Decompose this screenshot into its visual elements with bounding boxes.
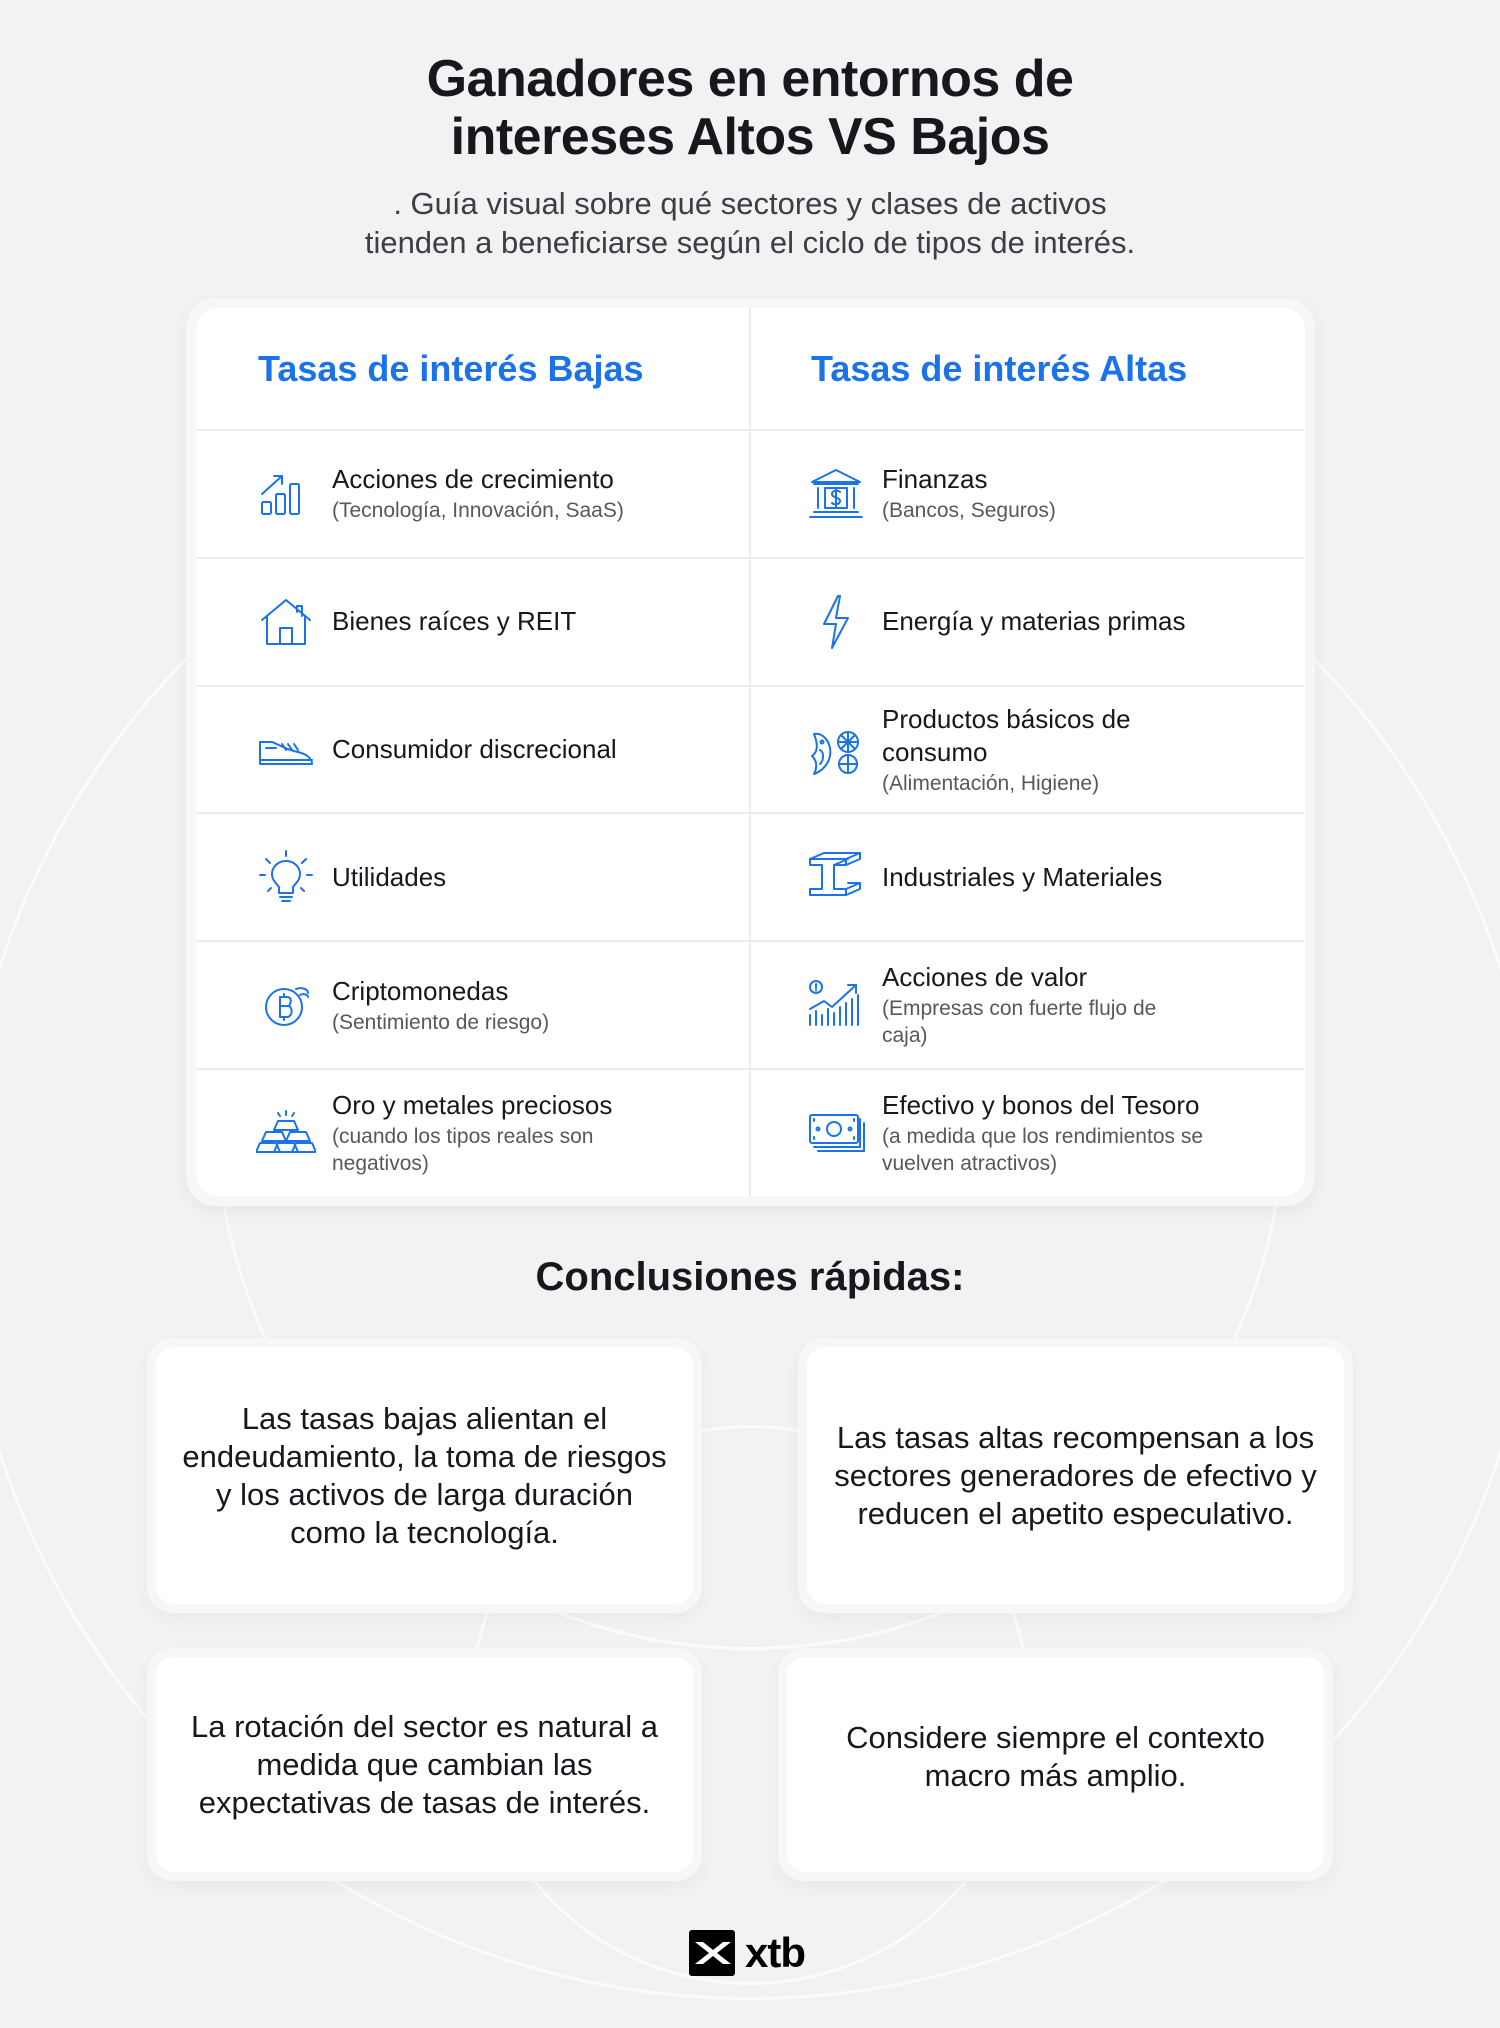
- high-rates-heading: Tasas de interés Altas: [751, 308, 1304, 431]
- house-icon: [256, 592, 316, 652]
- table-row: [751, 431, 1304, 559]
- row-label: Consumidor discrecional: [332, 734, 617, 765]
- row-note: (Sentimiento de riesgo): [332, 1010, 550, 1034]
- table-row: [751, 942, 1304, 1070]
- row-label: Productos básicos de consumo: [882, 703, 1131, 767]
- row-label: Energía y materias primas: [882, 606, 1186, 637]
- row-label: Acciones de crecimiento: [332, 464, 614, 495]
- banknote-icon: [806, 1103, 866, 1163]
- lightning-icon: [806, 592, 866, 652]
- comparison-table: [186, 298, 1315, 1206]
- low-rates-column: [196, 308, 751, 1196]
- header: [0, 50, 1500, 262]
- title-line-1: Ganadores en entornos de: [426, 50, 1074, 108]
- row-note: (Empresas con fuerte flujo de caja): [882, 997, 1157, 1048]
- table-row: [196, 687, 749, 815]
- table-row: [751, 814, 1304, 942]
- xtb-logo-text: xtb: [745, 1929, 805, 1976]
- row-label: Industriales y Materiales: [882, 861, 1163, 892]
- steel-beam-icon: [806, 847, 866, 907]
- conclusion-card-1: [147, 1338, 702, 1613]
- conclusion-card-3: [147, 1648, 702, 1881]
- gold-bars-icon: [256, 1103, 316, 1163]
- conclusion-text: Considere siempre el contexto macro más amplio.: [787, 1657, 1324, 1872]
- conclusion-card-2: [798, 1338, 1353, 1613]
- conclusion-text: Las tasas altas recompensan a los sectores generadores de efectivo y reducen el apetito especulativo.: [807, 1347, 1344, 1604]
- conclusions-title: Conclusiones rápidas:: [535, 1255, 965, 1299]
- value-chart-icon: [806, 975, 866, 1035]
- high-rates-column: [751, 308, 1304, 1196]
- page-subtitle: [0, 184, 1500, 262]
- growth-chart-icon: [256, 464, 316, 524]
- row-note: (a medida que los rendimientos se vuelven atractivos): [882, 1125, 1204, 1176]
- table-row: [196, 431, 749, 559]
- bitcoin-icon: [256, 975, 316, 1035]
- row-label: Bienes raíces y REIT: [332, 606, 577, 637]
- xtb-logo-icon: [689, 1930, 735, 1976]
- page-title: [0, 50, 1500, 166]
- row-label: Efectivo y bonos del Tesoro: [882, 1090, 1200, 1121]
- conclusion-text: Las tasas bajas alientan el endeudamiento, la toma de riesgos y los activos de larga duración como la tecnología.: [156, 1347, 693, 1604]
- sneaker-icon: [256, 720, 316, 780]
- table-row: [196, 814, 749, 942]
- conclusion-text: La rotación del sector es natural a medida que cambian las expectativas de tasas de interés.: [156, 1657, 693, 1872]
- table-row: [196, 559, 749, 687]
- table-row: [751, 1070, 1304, 1196]
- title-line-2: intereses Altos VS Bajos: [450, 108, 1050, 166]
- table-row: [751, 687, 1304, 815]
- row-label: Acciones de valor: [882, 962, 1088, 993]
- table-row: [196, 1070, 749, 1196]
- table-row: [196, 942, 749, 1070]
- subtitle-line-1: . Guía visual sobre qué sectores y clases de activos: [393, 186, 1107, 221]
- row-note: (Bancos, Seguros): [882, 499, 1056, 523]
- subtitle-line-2: tienden a beneficiarse según el ciclo de tipos de interés.: [364, 225, 1136, 260]
- row-label: Oro y metales preciosos: [332, 1090, 613, 1121]
- low-rates-heading: Tasas de interés Bajas: [196, 308, 749, 431]
- row-note: (Tecnología, Innovación, SaaS): [332, 499, 624, 523]
- table-row: [751, 559, 1304, 687]
- row-label: Finanzas: [882, 464, 988, 495]
- row-note: (Alimentación, Higiene): [882, 771, 1100, 795]
- row-label: Criptomonedas: [332, 975, 509, 1006]
- lightbulb-icon: [256, 847, 316, 907]
- row-label: Utilidades: [332, 861, 447, 892]
- row-note: (cuando los tipos reales son negativos): [332, 1125, 594, 1176]
- fish-lemon-icon: [806, 720, 866, 780]
- xtb-logo: [689, 1930, 805, 1976]
- conclusion-card-4: [778, 1648, 1333, 1881]
- bank-icon: [806, 464, 866, 524]
